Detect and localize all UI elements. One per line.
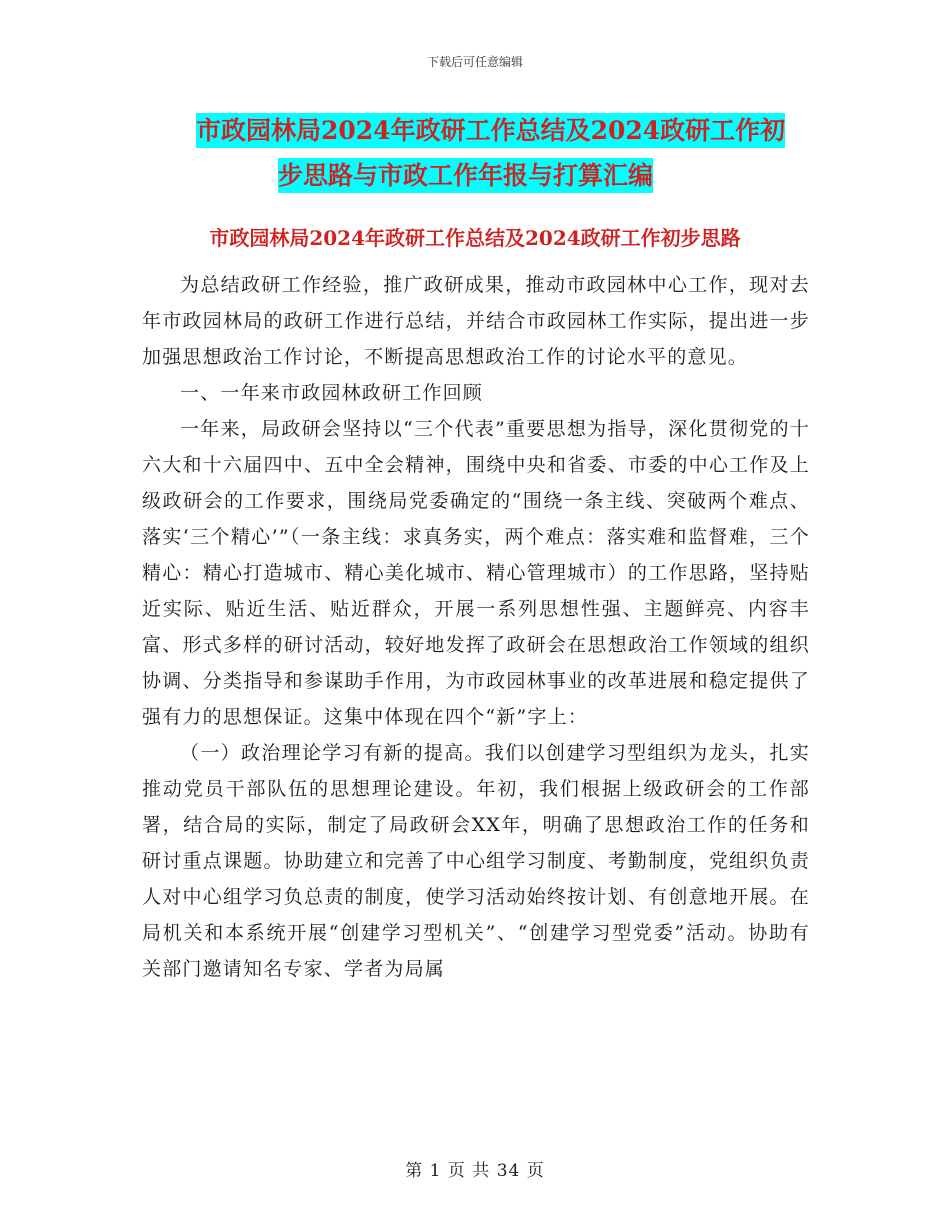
- body-text: [142, 267, 810, 987]
- page-header-note: 下载后可任意编辑: [426, 55, 523, 69]
- document-title-line-1: 市政园林局2024年政研工作总结及2024政研工作初: [140, 108, 840, 153]
- paragraph: 一年来，局政研会坚持以“三个代表”重要思想为指导，深化贯彻党的十六大和十六届四中、五中全会精神，围绕中央和省委、市委的中心工作及上级政研会的工作要求，围绕局党委确定的“围绕一条主线、突破两个难点、落实‘三个精心’”（一条主线：求真务实，两个难点：落实难和监督难，三个精心：精心打造城市、精心美化城市、精心管理城市）的工作思路，坚持贴近实际、贴近生活、贴近群众，开展一系列思想性强、主题鲜亮、内容丰富、形式多样的研讨活动，较好地发挥了政研会在思想政治工作领域的组织协调、分类指导和参谋助手作用，为市政园林事业的改革进展和稳定提供了强有力的思想保证。这集中体现在四个“新”字上：: [142, 418, 810, 728]
- paragraph: （一）政治理论学习有新的提高。我们以创建学习型组织为龙头，扎实推动党员干部队伍的思想理论建设。年初，我们根据上级政研会的工作部署，结合局的实际，制定了局政研会XX年，明确了思想政治工作的任务和研讨重点课题。协助建立和完善了中心组学习制度、考勤制度，党组织负责人对中心组学习负总责的制度，使学习活动始终按计划、有创意地开展。在局机关和本系统开展“创建学习型机关”、“创建学习型党委”活动。协助有关部门邀请知名专家、学者为局属: [142, 742, 810, 980]
- section-heading: 一、一年来市政园林政研工作回顾: [180, 382, 484, 404]
- document-title-line-2: 步思路与市政工作年报与打算汇编: [140, 153, 840, 198]
- document-title: [140, 108, 840, 198]
- page-number: 第 1 页 共 34 页: [405, 1161, 545, 1181]
- section-title: 市政园林局2024年政研工作总结及2024政研工作初步思路: [209, 226, 741, 250]
- paragraph: 为总结政研工作经验，推广政研成果，推动市政园林中心工作，现对去年市政园林局的政研工作进行总结，并结合市政园林工作实际，提出进一步加强思想政治工作讨论，不断提高思想政治工作的讨论水平的意见。: [142, 274, 810, 368]
